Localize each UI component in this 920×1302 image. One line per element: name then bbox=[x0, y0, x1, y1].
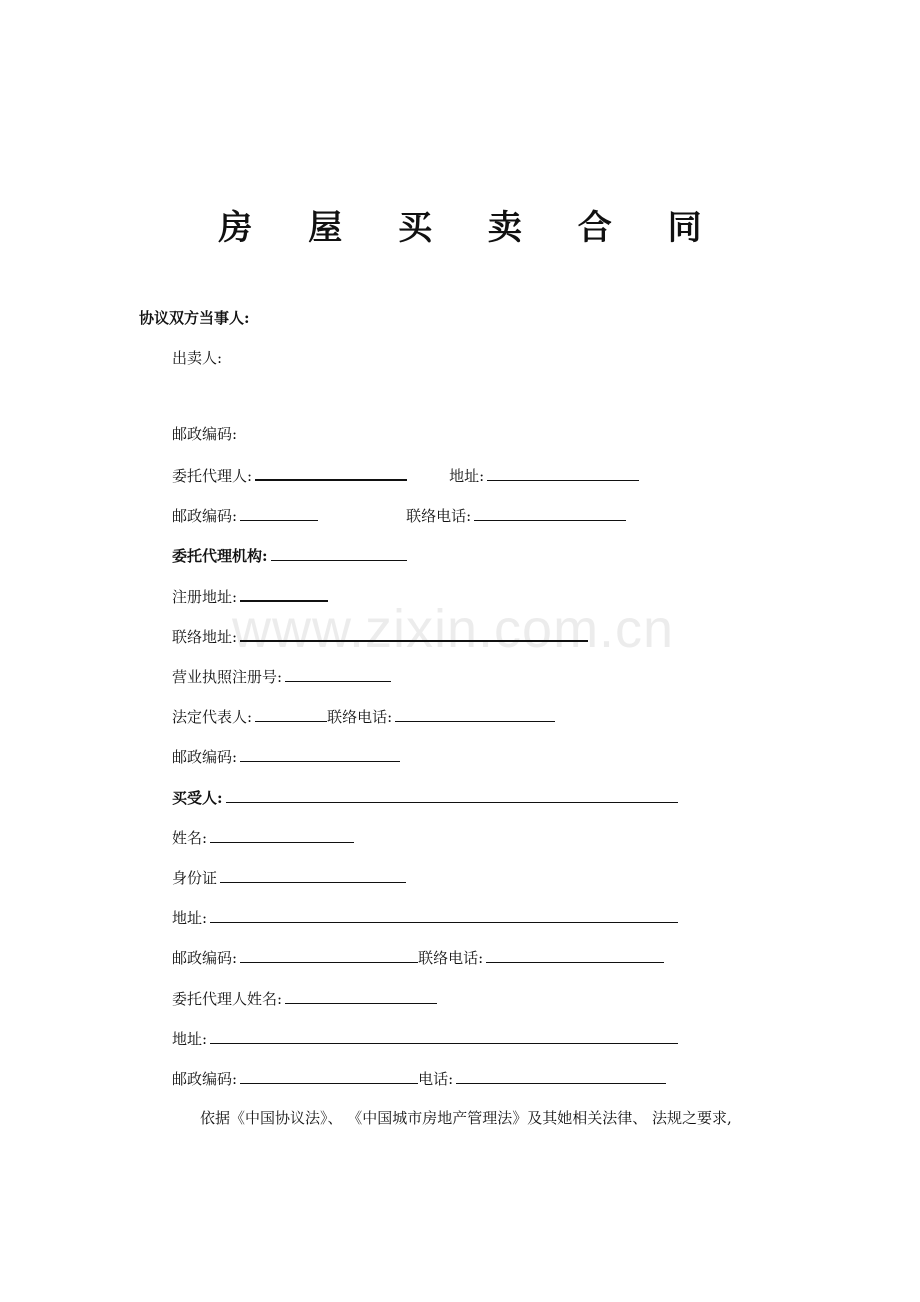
parties-heading: 协议双方当事人: bbox=[139, 309, 250, 327]
basis-paragraph: 依据《中国协议法》、 《中国城市房地产管理法》及其她相关法律、 法规之要求, bbox=[200, 1109, 732, 1127]
buyer-name-label: 姓名: bbox=[172, 829, 208, 847]
buyer-agent-address-field[interactable] bbox=[210, 1028, 678, 1044]
buyer-agent-name-label: 委托代理人姓名: bbox=[172, 990, 283, 1008]
buyer-label: 买受人: bbox=[172, 789, 223, 807]
agent-field[interactable] bbox=[255, 464, 407, 481]
buyer-agent-address-label: 地址: bbox=[172, 1030, 208, 1048]
legal-rep-phone-label: 联络电话: bbox=[327, 708, 393, 726]
agency-postal-label: 邮政编码: bbox=[172, 748, 238, 766]
buyer-agent-postal-label: 邮政编码: bbox=[172, 1070, 238, 1088]
reg-address-field[interactable] bbox=[240, 585, 328, 602]
agent-phone-field[interactable] bbox=[474, 505, 626, 521]
buyer-address-field[interactable] bbox=[210, 907, 678, 923]
seller-agent-row bbox=[172, 464, 639, 486]
buyer-agent-name-row bbox=[172, 988, 437, 1009]
buyer-id-row bbox=[172, 867, 406, 888]
document-title: 房 屋 买 卖 合 同 bbox=[218, 208, 724, 248]
buyer-contact-row bbox=[172, 947, 664, 968]
buyer-name-field[interactable] bbox=[210, 827, 354, 843]
buyer-field[interactable] bbox=[226, 787, 678, 803]
buyer-phone-label: 联络电话: bbox=[418, 949, 484, 967]
buyer-agent-postal-field[interactable] bbox=[240, 1068, 418, 1084]
buyer-postal-label: 邮政编码: bbox=[172, 949, 238, 967]
contact-address-field[interactable] bbox=[240, 625, 588, 642]
seller-postal-label: 邮政编码: bbox=[172, 425, 238, 443]
buyer-agent-phone-label: 电话: bbox=[418, 1070, 454, 1088]
buyer-row bbox=[172, 787, 678, 808]
seller-label: 出卖人: bbox=[172, 349, 223, 367]
contact-address-label: 联络地址: bbox=[172, 628, 238, 646]
buyer-phone-field[interactable] bbox=[486, 947, 664, 963]
agent-label: 委托代理人: bbox=[172, 467, 253, 485]
agent-address-field[interactable] bbox=[487, 465, 639, 481]
legal-rep-label: 法定代表人: bbox=[172, 708, 253, 726]
seller-agent-contact-row bbox=[172, 505, 626, 526]
agency-field[interactable] bbox=[271, 545, 407, 561]
agent-phone-label: 联络电话: bbox=[406, 507, 472, 525]
agency-row bbox=[172, 545, 407, 566]
agency-label: 委托代理机构: bbox=[172, 547, 268, 565]
reg-address-label: 注册地址: bbox=[172, 588, 238, 606]
buyer-agent-phone-field[interactable] bbox=[456, 1068, 666, 1084]
reg-address-row bbox=[172, 585, 328, 607]
agent-postal-label: 邮政编码: bbox=[172, 507, 238, 525]
agent-address-label: 地址: bbox=[449, 467, 485, 485]
agent-postal-field[interactable] bbox=[240, 505, 318, 521]
watermark: www.zixin.com.cn bbox=[232, 599, 675, 659]
legal-rep-field[interactable] bbox=[255, 706, 327, 722]
buyer-address-label: 地址: bbox=[172, 909, 208, 927]
buyer-agent-contact-row bbox=[172, 1068, 666, 1089]
legal-rep-row bbox=[172, 706, 555, 727]
agency-postal-row bbox=[172, 746, 400, 767]
license-field[interactable] bbox=[285, 666, 391, 682]
buyer-postal-field[interactable] bbox=[240, 947, 418, 963]
buyer-name-row bbox=[172, 827, 354, 848]
buyer-id-label: 身份证 bbox=[172, 869, 218, 887]
license-label: 营业执照注册号: bbox=[172, 668, 283, 686]
buyer-agent-name-field[interactable] bbox=[285, 988, 437, 1004]
buyer-agent-address-row bbox=[172, 1028, 678, 1049]
agency-postal-field[interactable] bbox=[240, 746, 400, 762]
buyer-address-row bbox=[172, 907, 678, 928]
contact-address-row bbox=[172, 625, 588, 647]
legal-rep-phone-field[interactable] bbox=[395, 706, 555, 722]
license-row bbox=[172, 666, 391, 687]
buyer-id-field[interactable] bbox=[220, 867, 406, 883]
